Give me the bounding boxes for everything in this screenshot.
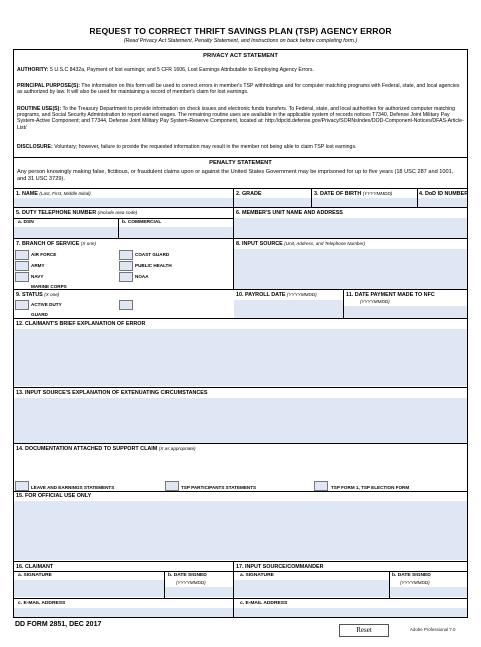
privacy-act-section	[14, 50, 467, 157]
tsp-participants-checkbox[interactable]	[165, 481, 179, 491]
commander-date-field[interactable]	[390, 587, 467, 597]
input-source-label: 8. INPUT SOURCE (Unit, Address, and Telephone Number)	[236, 241, 366, 247]
claimant-explanation-field[interactable]	[14, 329, 467, 386]
branch-label: 7. BRANCH OF SERVICE (X one)	[16, 241, 96, 247]
duty-phone-label: 5. DUTY TELEPHONE NUMBER (Include area code)	[16, 210, 138, 216]
official-use-label: 15. FOR OFFICIAL USE ONLY	[16, 493, 92, 499]
form-subtitle: (Read Privacy Act Statement, Penalty Statement, and Instructions on back before completing form.)	[123, 38, 358, 44]
claimant-explanation-label: 12. CLAIMANT'S BRIEF EXPLANATION OF ERROR	[16, 321, 146, 327]
privacy-act-heading: PRIVACY ACT STATEMENT	[203, 53, 278, 59]
army-label: ARMY	[31, 263, 45, 268]
form-number: DD FORM 2851, DEC 2017	[15, 621, 102, 628]
claimant-date-label: b. DATE SIGNED	[168, 573, 207, 578]
public-health-label: PUBLIC HEALTH	[135, 263, 172, 268]
name-label: 1. NAME (Last, First, Middle Initial)	[16, 191, 91, 197]
status-label: 9. STATUS (X one)	[16, 292, 60, 298]
name-field[interactable]	[14, 198, 233, 207]
input-source-commander-label: 17. INPUT SOURCE/COMMANDER	[236, 564, 324, 570]
claimant-date-field[interactable]	[165, 587, 233, 597]
date-of-birth-field[interactable]	[312, 198, 417, 207]
claimant-date-hint: (YYYYMMDD)	[176, 580, 206, 585]
payment-date-hint: (YYYYMMDD)	[360, 299, 390, 304]
marine-corps-label: MARINE CORPS	[31, 284, 67, 289]
public-health-checkbox[interactable]	[119, 261, 133, 271]
air-force-label: AIR FORCE	[31, 252, 57, 257]
noaa-label: NOAA	[135, 274, 149, 279]
penalty-text: Any person knowingly making false, fictitious, or fraudulent claims upon or against the United States Government may be imprisoned for up to five years (18 USC 287 and 1001, and 31 USC 3729).	[17, 169, 454, 182]
documentation-label: 14. DOCUMENTATION ATTACHED TO SUPPORT CLAIM (X as appropriate)	[16, 446, 196, 452]
claimant-signature-label: a. SIGNATURE	[18, 573, 52, 578]
commander-signature-label: a. SIGNATURE	[240, 573, 274, 578]
coast-guard-label: COAST GUARD	[135, 252, 170, 257]
noaa-checkbox[interactable]	[119, 272, 133, 282]
claimant-signature-field[interactable]	[14, 580, 164, 597]
les-label: LEAVE AND EARNINGS STATEMENTS	[31, 485, 115, 490]
input-source-explanation-label: 13. INPUT SOURCE'S EXPLANATION OF EXTENUATING CIRCUMSTANCES	[16, 390, 208, 396]
guard-label: GUARD	[31, 312, 48, 317]
commander-email-label: c. E-MAIL ADDRESS	[240, 601, 288, 606]
tsp-form1-checkbox[interactable]	[314, 481, 328, 491]
official-use-field[interactable]	[14, 501, 467, 560]
tsp-participants-label: TSP PARTICIPANTS STATEMENTS	[181, 485, 257, 490]
active-duty-checkbox[interactable]	[15, 300, 29, 310]
payment-date-label: 11. DATE PAYMENT MADE TO NFC	[346, 292, 435, 298]
payment-date-field[interactable]	[344, 306, 467, 318]
air-force-checkbox[interactable]	[15, 250, 29, 260]
coast-guard-checkbox[interactable]	[119, 250, 133, 260]
dod-id-label: 4. DoD ID NUMBER	[419, 191, 469, 197]
tsp-form1-label: TSP FORM 1, TSP ELECTION FORM	[331, 485, 410, 490]
active-duty-label: ACTIVE DUTY	[31, 302, 62, 307]
authority-paragraph: AUTHORITY: 5 U.S.C 8432a, Payment of lost earnings; and 5 CFR 1606, Lost Earnings Attributable to Employing Agency Errors.	[17, 67, 314, 73]
navy-label: NAVY	[31, 274, 44, 279]
unit-address-field[interactable]	[234, 218, 467, 238]
dsn-field[interactable]	[14, 227, 118, 238]
grade-label: 2. GRADE	[236, 191, 262, 197]
reset-button[interactable]: Reset	[339, 624, 389, 637]
claimant-email-field[interactable]	[14, 608, 233, 617]
claimant-email-label: c. E-MAIL ADDRESS	[18, 601, 66, 606]
les-checkbox[interactable]	[15, 481, 29, 491]
form-title: REQUEST TO CORRECT THRIFT SAVINGS PLAN (TSP) AGENCY ERROR	[89, 26, 392, 36]
commander-signature-field[interactable]	[234, 580, 389, 597]
penalty-section	[14, 158, 467, 188]
unit-address-label: 6. MEMBER'S UNIT NAME AND ADDRESS	[236, 210, 343, 216]
guard-checkbox[interactable]	[119, 300, 133, 310]
navy-checkbox[interactable]	[15, 272, 29, 282]
commander-date-label: b. DATE SIGNED	[392, 573, 431, 578]
purpose-paragraph: PRINCIPAL PURPOSE(S): The information on this form will be used to correct errors in member's TSP withholdings and for computer matching programs with Federal, state, and local agencies as authorized by law. It will also be used for maintaining a record of member's claim for lost earnings.	[17, 83, 460, 96]
commercial-field[interactable]	[119, 227, 233, 238]
claimant-section-label: 16. CLAIMANT	[16, 564, 54, 570]
dsn-label: a. DSN	[18, 220, 34, 225]
commander-date-hint: (YYYYMMDD)	[400, 580, 430, 585]
software-version: Adobe Professional 7.0	[410, 627, 456, 632]
input-source-explanation-field[interactable]	[14, 398, 467, 443]
commercial-label: b. COMMERCIAL	[122, 220, 162, 225]
date-of-birth-label: 3. DATE OF BIRTH (YYYYMMDD)	[314, 191, 393, 197]
penalty-heading: PENALTY STATEMENT	[209, 160, 272, 166]
input-source-field[interactable]	[234, 249, 467, 289]
payroll-date-field[interactable]	[234, 300, 343, 318]
disclosure-paragraph: DISCLOSURE: Voluntary; however, failure to provide the requested information may result in the member not being able to claim TSP lost earnings.	[17, 144, 357, 150]
commander-email-field[interactable]	[234, 608, 467, 617]
army-checkbox[interactable]	[15, 261, 29, 271]
dod-id-field[interactable]	[418, 198, 467, 207]
grade-field[interactable]	[234, 198, 311, 207]
payroll-date-label: 10. PAYROLL DATE (YYYYMMDD)	[236, 292, 317, 298]
routine-uses-paragraph: ROUTINE USE(S): To the Treasury Department to provide information on check issues and electronic funds transfers. To Federal, state, and local authorities for authorized computer matching programs, and Social Security Administration to report earned wages. The remaining routine uses are available in the applicable system of records notices T7340, Defense Joint Military Pay System-Active Component; and T7344, Defense Joint Military Pay System-Reserve Component, located at: http://dpcld.defense.gov/Privacy/SORNsIndex/DOD-Component-Notices/DFAS-Article-List/	[17, 106, 464, 131]
